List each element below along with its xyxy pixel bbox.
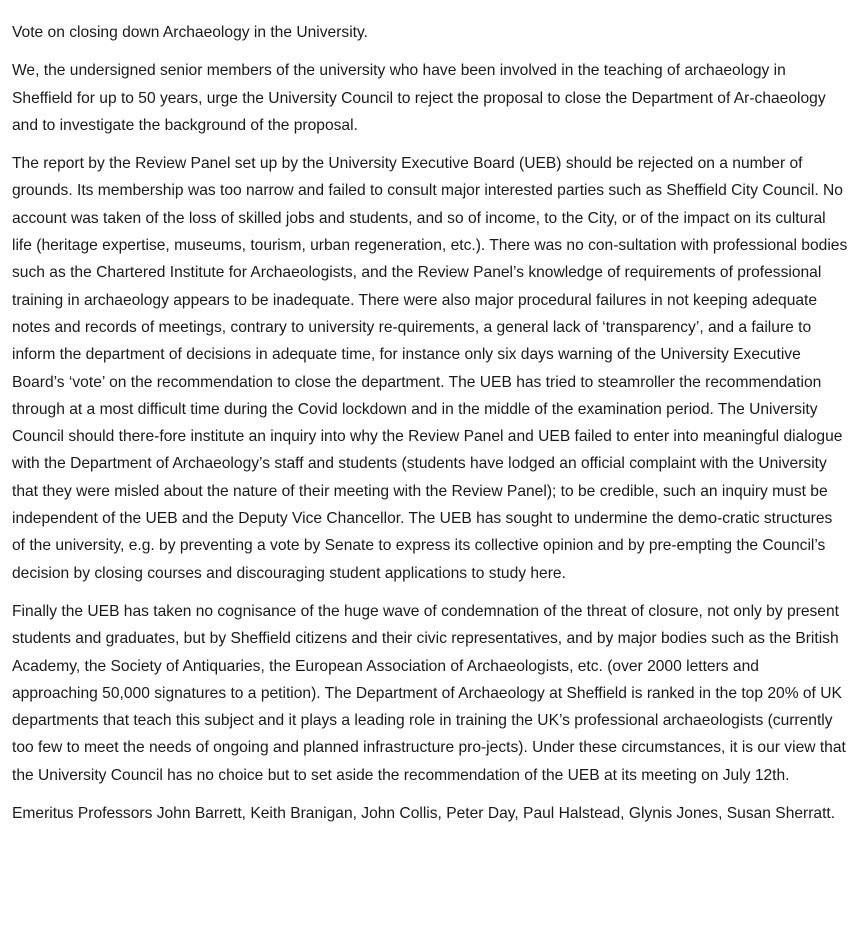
- paragraph-intro: We, the undersigned senior members of the university who have been involved in the teaching of archaeology in Sheffield for up to 50 years, urge the University Council to reject the proposal to close the Department of Ar-chaeology and to investigate the background of the proposal.: [12, 62, 826, 134]
- document-body: [12, 19, 848, 838]
- paragraph-condemnation: Finally the UEB has taken no cognisance of the huge wave of condemnation of the threat of closure, not only by present students and graduates, but by Sheffield citizens and their civic representatives, and by major bodies such as the British Academy, the Society of Antiquaries, the European Association of Archaeologists, etc. (over 2000 letters and approaching 50,000 signatures to a petition). The Department of Archaeology at Sheffield is ranked in the top 20% of UK departments that teach this subject and it plays a leading role in training the UK’s professional archaeologists (currently too few to meet the needs of ongoing and planned infrastructure pro-jects). Under these circumstances, it is our view that the University Council has no choice but to set aside the recommendation of the UEB at its meeting on July 12th.: [12, 602, 846, 784]
- paragraph-review-panel: The report by the Review Panel set up by the University Executive Board (UEB) should be rejected on a number of grounds. Its membership was too narrow and failed to consult major interested parties such as Sheffield City Council. No account was taken of the loss of skilled jobs and students, and so of income, to the City, or of the impact on its cultural life (heritage expertise, museums, tourism, urban regeneration, etc.). There was no con-sultation with professional bodies such as the Chartered Institute for Archaeologists, and the Review Panel’s knowledge of requirements of professional training in archaeology appears to be inadequate. There were also major procedural failures in not keeping adequate notes and records of meetings, contrary to university re-quirements, a general lack of ‘transparency’, and a failure to inform the department of decisions in adequate time, for instance only six days warning of the University Executive Board’s ‘vote’ on the recommendation to close the department. The UEB has tried to steamroller the recommendation through at a most difficult time during the Covid lockdown and in the middle of the examination period. The University Council should there-fore institute an inquiry into why the Review Panel and UEB failed to enter into meaningful dialogue with the Department of Archaeology’s staff and students (students have lodged an official complaint with the University that they were misled about the nature of their meeting with the Review Panel); to be credible, such an inquiry must be independent of the UEB and the Deputy Vice Chancellor. The UEB has sought to undermine the demo-cratic structures of the university, e.g. by preventing a vote by Senate to express its collective opinion and by pre-empting the Council’s decision by closing courses and discouraging student applications to study here.: [12, 155, 848, 582]
- signatories: Emeritus Professors John Barrett, Keith Branigan, John Collis, Peter Day, Paul Halstead, Glynis Jones, Susan Sherratt.: [12, 805, 836, 823]
- document-title: Vote on closing down Archaeology in the University.: [12, 24, 368, 41]
